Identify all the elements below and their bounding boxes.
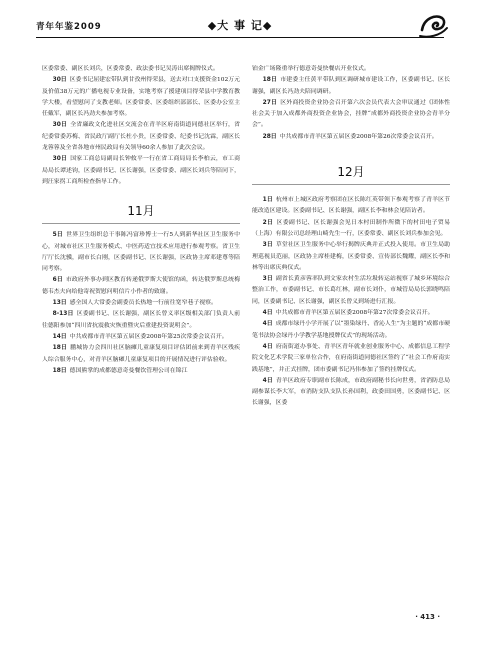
event-entry [252, 75, 450, 98]
event-date: 18日 [52, 345, 68, 352]
event-date: 30日 [52, 122, 68, 129]
event-date: 3日 [262, 276, 273, 283]
left-intro-entries [42, 64, 240, 188]
event-text: 世界卫生组织总干事陈冯富珍博士一行5人到新华社区卫生服务中心，对城市社区卫生服务模式、中医药适宜技术应用进行参观考察。省卫生厅厅长沈骥，副市长白刚，区委副书记、区长谢强，区政协主席邓建尊等陪同考察。 [42, 232, 241, 273]
month-rule [252, 184, 450, 185]
event-text: 感全国人大常委会副委员长热地一行前往宽窄巷子视察。 [69, 300, 217, 307]
section-title: ◆大 事 记◆ [207, 19, 273, 32]
event-date: 30日 [52, 156, 68, 163]
event-text: 区委常委、副区长刘兵，区委常委、政法委书记吴涛出席揭牌仪式。 [42, 66, 219, 72]
event-text: 中共成都市青羊区第五届区委2008年第27次常委会议召开。 [275, 310, 434, 317]
event-entry [252, 132, 450, 143]
event-date: 4日 [262, 321, 273, 328]
event-text: 草堂社区卫生服务中心举行揭牌庆典并正式投入使用。市卫生局助理巡视员范丽，区政协主席桂建梅，区委常委、宣传部长魏耀，副区长李和林等出席庆典仪式。 [252, 242, 451, 271]
event-text: 全省廉政文化进社区交流会在青羊区府南街道同德社区举行，省纪委常委苏梅、省民政厅副厅长杜小贵，区委常委、纪委书记沈霖，副区长龙蓉蓉及全省各地市州民政局有关领导60余人参加了此次会议。 [42, 122, 240, 152]
event-entry [252, 218, 450, 241]
month-heading-november [42, 202, 240, 220]
event-date: 13日 [52, 300, 67, 307]
event-date: 5日 [52, 232, 63, 239]
left-month-entries [42, 230, 240, 377]
month-rule [42, 223, 240, 224]
event-text: 副省长黄彦蓉率队到文家农村生活垃圾转运站视察了城乡环境综合整治工作，市委副书记、市长葛红林，副市长刘仆，市城管局局长郭晓鸣陪同，区委副书记、区长谢强，副区长曾义到场进行汇报。 [252, 276, 451, 305]
event-text: 市政府外事办到区教育转递俄罗斯大使馆的函，转达俄罗斯总统梅德韦杰夫向给他寄祝贺慰问明信片小作者的致谢。 [42, 277, 241, 295]
event-text: 区委书记屈建宏带队到甘孜州得荣县，送去对口支援资金102万元及价值38万元的广播电视专业设备，实地考察了援建项目得荣县中学教育教学大楼，看望慰问了支教老师。区委常委、区委组织部部长、区委办公室主任戴军，副区长冯劲夫参加考察。 [42, 77, 240, 118]
event-text: 杭州市上城区政府考察团在区长陈红英带领下参观考察了青羊区节能改造区建设。区委副书记、区长谢强，副区长李和林会见陪访者。 [252, 197, 451, 215]
month-heading-text: 12月 [337, 165, 365, 180]
page-number: · 413 · [415, 613, 440, 621]
month-heading-december [252, 163, 450, 181]
event-entry [252, 274, 450, 308]
event-date: 30日 [52, 77, 67, 84]
event-date: 4日 [262, 310, 273, 317]
right-month-entries [252, 195, 450, 410]
event-date: 4日 [262, 343, 273, 350]
event-text: 德国熊掌的成都德意奇曼餐饮管理公司在锦江 [69, 367, 188, 374]
event-entry [252, 319, 450, 342]
event-text: 区外商投资企业协会召开第六次会员代表大会审议通过《团体性社会关于加入成都外商投资企业协会，挂牌“成都外商投资企业协会青羊分会”。 [252, 99, 450, 129]
event-entry [252, 64, 450, 75]
event-date: 3日 [262, 242, 273, 249]
event-entry [42, 332, 240, 343]
left-column [42, 64, 240, 377]
event-date: 4日 [262, 377, 273, 384]
event-date: 27日 [262, 99, 278, 106]
event-text: 铂金广场隆重举行德意奇曼快餐店开业仪式。 [252, 66, 370, 72]
event-entry [252, 240, 450, 274]
event-entry [42, 309, 240, 332]
event-date: 6日 [52, 277, 63, 284]
page-header [36, 12, 444, 46]
event-entry [42, 230, 240, 275]
event-text: 中共成都市青羊区第五届区委2008年第25次常委会议召开。 [69, 333, 228, 340]
event-date: 18日 [262, 77, 278, 84]
event-date: 2日 [262, 219, 274, 226]
event-text: 成都市绿丹小学开展了以“墨染绿丹、香沁人生”为主题的“成都市硬笔书法协会绿丹小学教学基地授牌仪式”的现场活动。 [252, 321, 450, 339]
event-entry [42, 298, 240, 309]
event-entry [42, 275, 240, 298]
event-entry [252, 98, 450, 132]
right-column [252, 64, 450, 410]
event-text: 中共成都市青羊区第五届区委2008年第26次常委会议召开。 [279, 133, 438, 140]
event-entry [42, 154, 240, 188]
event-text: 国家工商总局副局长钟攸平一行在省工商局局长李柏云，市工商局局长谭述钧，区委副书记、区长谢强，区委常委、副区长刘兵等陪同下，到汪家拐工商所检查指导工作。 [42, 156, 240, 185]
event-text: 市建委主任黄平带队到区调研城市建设工作，区委副书记、区长谢强，副区长冯劲夫陪同调研。 [252, 77, 450, 95]
event-text: 青羊区政府专职副市长陈成，市政府副秘书长向世勇，省消防总局副参谋长李大军，市消防支队支队长孙国利，政委田国勇，区委副书记、区长谢强，区委 [252, 377, 451, 407]
event-entry [42, 75, 240, 120]
event-text: 府南街道办事处、青羊区青年就业创业服务中心、成都信息工程学院文化艺术学院三家单位合作，在府南街道同德社区签约了“社会工作府南实践基地”，并正式挂牌，团市委副书记冯伟参加了签约挂牌仪式。 [252, 343, 451, 373]
right-intro-entries [252, 64, 450, 143]
event-date: 8-13日 [52, 311, 74, 318]
event-text: 鹏城协力会四川社区脑瘫儿童康复项目评估团前来到青羊区残疾人综合服务中心，对青羊区脑瘫儿童康复项目的开展情况进行评估验收。 [42, 345, 240, 363]
event-entry [252, 342, 450, 376]
event-entry [252, 308, 450, 319]
event-text: 区委副书记、区长谢强会见日本村田制作所微下的村田电子贸易（上海）有限公司总经理山崎先生一行，区委常委、副区长刘兵参加会见。 [252, 219, 450, 237]
event-entry [252, 376, 450, 410]
event-entry [42, 120, 240, 154]
event-entry [42, 343, 240, 366]
book-title: 青年年鉴2009 [36, 22, 102, 32]
header-rule [36, 37, 444, 38]
event-entry [252, 195, 450, 218]
event-entry [42, 366, 240, 377]
event-date: 1日 [262, 197, 273, 204]
event-date: 18日 [52, 367, 67, 374]
month-heading-text: 11月 [127, 204, 155, 219]
event-text: 区委副书记、区长谢强，副区长曾义率区级相关部门负责人前往德阳参加“四川省抗震救灾恢重暨灾后重建投资说明会”。 [42, 311, 241, 329]
event-date: 14日 [52, 333, 67, 340]
event-entry [42, 64, 240, 75]
event-date: 28日 [262, 133, 277, 140]
